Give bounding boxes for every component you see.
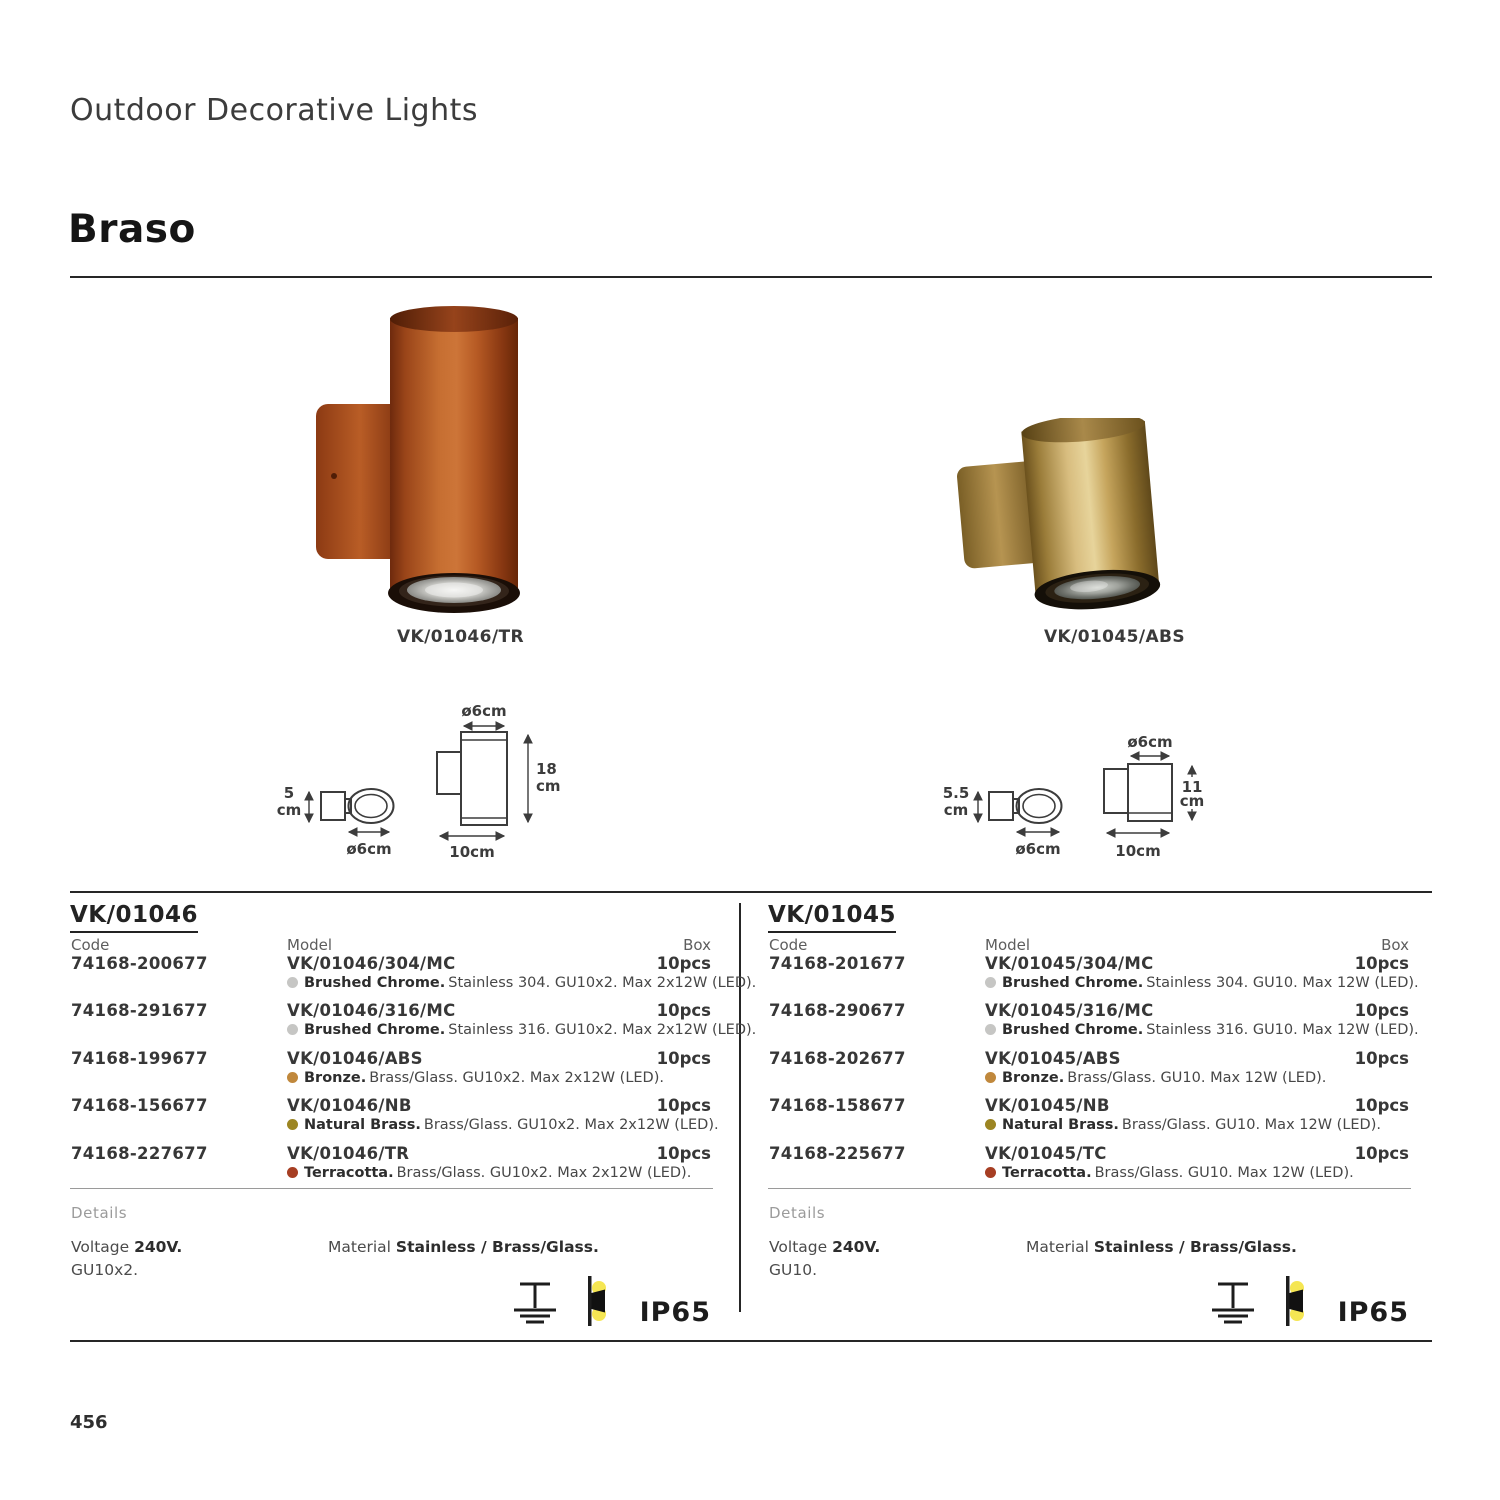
- finish-name: Brushed Chrome.: [1002, 975, 1144, 991]
- lamp-cylinder: [1021, 421, 1159, 596]
- finish-color-dot: [287, 977, 298, 988]
- certification-icons: [1210, 1276, 1409, 1326]
- finish-color-dot: [985, 1119, 996, 1130]
- table-top-rule: [70, 891, 1432, 893]
- product-image-vk01046-tr: [308, 304, 523, 619]
- details-rule: [768, 1188, 1411, 1189]
- product-model: VK/01046/ABS: [287, 1049, 423, 1068]
- header-code: Code: [769, 936, 808, 954]
- box-quantity: 10pcs: [1354, 1049, 1409, 1068]
- product-code: 74168-201677: [769, 954, 906, 973]
- finish-color-dot: [985, 1024, 996, 1035]
- dim-top-height: 5: [283, 784, 295, 802]
- dim-front-height: 11: [1181, 778, 1203, 796]
- dim-top-height-unit: cm: [943, 801, 969, 819]
- header-model: Model: [287, 936, 333, 954]
- finish-color-dot: [985, 1072, 996, 1083]
- earth-ground-icon: [1210, 1280, 1256, 1326]
- product-model: VK/01046/NB: [287, 1096, 412, 1115]
- table-row: [70, 1049, 713, 1097]
- dim-front-width: 10cm: [1115, 842, 1161, 860]
- table-bottom-rule: [70, 1340, 1432, 1342]
- dimension-diagram-vk01045: [920, 685, 1230, 870]
- front-view-outline: [1104, 764, 1172, 821]
- certification-icons: [512, 1276, 711, 1326]
- table-row: [768, 1001, 1419, 1049]
- product-description: [287, 1070, 664, 1086]
- dim-front-height-unit: cm: [536, 777, 561, 795]
- product-model: VK/01045/TC: [985, 1144, 1107, 1163]
- table-title: VK/01046: [70, 902, 198, 933]
- details-label: Details: [71, 1204, 128, 1222]
- column-divider: [739, 903, 741, 1312]
- product-code: 74168-156677: [71, 1096, 208, 1115]
- table-row: [70, 1144, 713, 1192]
- finish-color-dot: [985, 977, 996, 988]
- ip-rating: IP65: [639, 1297, 711, 1328]
- product-description: [985, 975, 1419, 991]
- wall-light-icon: [1284, 1276, 1310, 1326]
- product-description: [985, 1165, 1354, 1181]
- finish-spec: Stainless 316. GU10x2. Max 2x12W (LED).: [448, 1022, 757, 1038]
- dim-front-width: 10cm: [449, 843, 495, 861]
- product-description: [287, 1117, 719, 1133]
- finish-name: Natural Brass.: [1002, 1117, 1119, 1133]
- product-code: 74168-291677: [71, 1001, 208, 1020]
- product-code: 74168-225677: [769, 1144, 906, 1163]
- box-quantity: 10pcs: [656, 1001, 711, 1020]
- product-description: [985, 1117, 1381, 1133]
- voltage-line: [769, 1238, 880, 1256]
- box-quantity: 10pcs: [1354, 1001, 1409, 1020]
- top-view-outline: [989, 789, 1062, 823]
- product-description: [985, 1070, 1326, 1086]
- dim-front-height: 18: [536, 760, 557, 778]
- table-row: [768, 1096, 1411, 1144]
- finish-name: Terracotta.: [304, 1165, 394, 1181]
- table-row: [70, 1001, 757, 1049]
- lamp-socket: GU10.: [769, 1261, 818, 1279]
- category-title: Outdoor Decorative Lights: [70, 93, 478, 128]
- table-row: [70, 1096, 719, 1144]
- material-label: Material: [328, 1238, 391, 1256]
- product-model: VK/01045/304/MC: [985, 954, 1154, 973]
- finish-color-dot: [287, 1167, 298, 1178]
- dim-top-diameter: ø6cm: [346, 840, 392, 858]
- header-box: Box: [683, 936, 711, 954]
- finish-color-dot: [287, 1119, 298, 1130]
- finish-spec: Stainless 304. GU10. Max 12W (LED).: [1146, 975, 1419, 991]
- material-line: [1026, 1238, 1297, 1256]
- finish-color-dot: [287, 1072, 298, 1083]
- box-quantity: 10pcs: [656, 1049, 711, 1068]
- product-table-vk01045: [768, 902, 1419, 1340]
- table-row: [70, 954, 757, 1002]
- voltage-value: 240V.: [134, 1238, 183, 1256]
- material-label: Material: [1026, 1238, 1089, 1256]
- earth-ground-icon: [512, 1280, 558, 1326]
- product-model: VK/01046/316/MC: [287, 1001, 456, 1020]
- finish-name: Brushed Chrome.: [304, 1022, 446, 1038]
- dimension-diagram-vk01046: [265, 685, 575, 870]
- lamp-cylinder: [390, 318, 518, 594]
- details-label: Details: [769, 1204, 826, 1222]
- finish-spec: Brass/Glass. GU10. Max 12W (LED).: [1121, 1117, 1381, 1133]
- product-description: [287, 1165, 691, 1181]
- top-view-outline: [321, 789, 394, 823]
- finish-name: Bronze.: [304, 1070, 367, 1086]
- product-code: 74168-202677: [769, 1049, 906, 1068]
- product-model: VK/01045/316/MC: [985, 1001, 1154, 1020]
- finish-spec: Brass/Glass. GU10x2. Max 2x12W (LED).: [396, 1165, 692, 1181]
- dim-top-height: 5.5: [942, 784, 970, 802]
- voltage-line: [71, 1238, 182, 1256]
- material-value: Stainless / Brass/Glass.: [1093, 1238, 1297, 1256]
- dim-top-height-unit: cm: [276, 801, 302, 819]
- header-code: Code: [71, 936, 110, 954]
- product-code: 74168-200677: [71, 954, 208, 973]
- table-row: [768, 1144, 1411, 1192]
- product-caption: VK/01045/ABS: [1043, 627, 1186, 647]
- finish-color-dot: [287, 1024, 298, 1035]
- product-image-vk01045-abs: [955, 418, 1180, 623]
- table-title: VK/01045: [768, 902, 896, 933]
- voltage-label: Voltage: [71, 1238, 130, 1256]
- header-box: Box: [1381, 936, 1409, 954]
- finish-name: Brushed Chrome.: [1002, 1022, 1144, 1038]
- header-model: Model: [985, 936, 1031, 954]
- product-model: VK/01045/ABS: [985, 1049, 1121, 1068]
- box-quantity: 10pcs: [1354, 1096, 1409, 1115]
- table-header-row: [70, 936, 713, 956]
- cylinder-top: [390, 306, 518, 332]
- product-caption: VK/01046/TR: [397, 627, 524, 647]
- finish-color-dot: [985, 1167, 996, 1178]
- product-description: [985, 1022, 1419, 1038]
- product-code: 74168-199677: [71, 1049, 208, 1068]
- lamp-socket: GU10x2.: [71, 1261, 139, 1279]
- table-row: [768, 954, 1419, 1002]
- finish-name: Terracotta.: [1002, 1165, 1092, 1181]
- finish-name: Bronze.: [1002, 1070, 1065, 1086]
- ip-rating: IP65: [1337, 1297, 1409, 1328]
- product-description: [287, 975, 756, 991]
- box-quantity: 10pcs: [1354, 1144, 1409, 1163]
- product-table-vk01046: [70, 902, 757, 1340]
- details-rule: [70, 1188, 713, 1189]
- voltage-label: Voltage: [769, 1238, 828, 1256]
- dim-top-diameter: ø6cm: [1015, 840, 1061, 858]
- table-header-row: [768, 936, 1411, 956]
- product-model: VK/01046/304/MC: [287, 954, 456, 973]
- product-code: 74168-158677: [769, 1096, 906, 1115]
- dim-front-height-unit: cm: [1179, 792, 1205, 810]
- product-description: [287, 1022, 756, 1038]
- material-line: [328, 1238, 599, 1256]
- bracket-screw: [331, 473, 337, 479]
- finish-name: Natural Brass.: [304, 1117, 421, 1133]
- box-quantity: 10pcs: [1354, 954, 1409, 973]
- finish-spec: Brass/Glass. GU10x2. Max 2x12W (LED).: [423, 1117, 719, 1133]
- page-number: 456: [70, 1412, 108, 1433]
- product-code: 74168-290677: [769, 1001, 906, 1020]
- finish-spec: Brass/Glass. GU10x2. Max 2x12W (LED).: [369, 1070, 664, 1086]
- box-quantity: 10pcs: [656, 1144, 711, 1163]
- wall-light-icon: [586, 1276, 612, 1326]
- finish-spec: Stainless 316. GU10. Max 12W (LED).: [1146, 1022, 1419, 1038]
- product-code: 74168-227677: [71, 1144, 208, 1163]
- product-model: VK/01046/TR: [287, 1144, 410, 1163]
- title-rule: [70, 276, 1432, 278]
- finish-spec: Brass/Glass. GU10. Max 12W (LED).: [1067, 1070, 1327, 1086]
- page-title: Braso: [68, 207, 196, 252]
- finish-spec: Stainless 304. GU10x2. Max 2x12W (LED).: [448, 975, 757, 991]
- finish-name: Brushed Chrome.: [304, 975, 446, 991]
- voltage-value: 240V.: [832, 1238, 881, 1256]
- finish-spec: Brass/Glass. GU10. Max 12W (LED).: [1094, 1165, 1354, 1181]
- product-model: VK/01045/NB: [985, 1096, 1110, 1115]
- front-view-outline: [437, 732, 507, 825]
- material-value: Stainless / Brass/Glass.: [395, 1238, 599, 1256]
- box-quantity: 10pcs: [656, 1096, 711, 1115]
- box-quantity: 10pcs: [656, 954, 711, 973]
- table-row: [768, 1049, 1411, 1097]
- dim-front-diameter: ø6cm: [1127, 733, 1173, 751]
- dim-front-diameter: ø6cm: [461, 702, 507, 720]
- lens-highlight: [425, 583, 483, 598]
